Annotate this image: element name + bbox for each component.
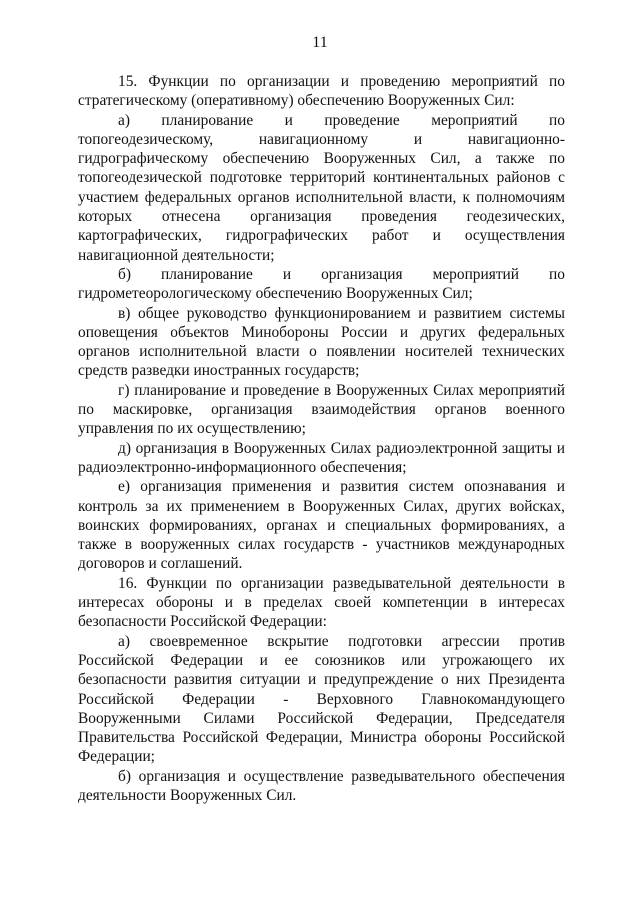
paragraph-15-e: е) организация применения и развития систем опознавания и контроль за их применением в Вооруженных Силах, других войсках, воинских формированиях, органах и специальных формированиях, а также в вооруженных силах государств - участников международных договоров и соглашений. (78, 478, 565, 573)
paragraph-15-g: г) планирование и проведение в Вооруженных Силах мероприятий по маскировке, организация взаимодействия органов военного управления по их осуществлению; (78, 381, 565, 438)
paragraph-15-b: б) планирование и организация мероприятий по гидрометеорологическому обеспечению Вооруженных Сил; (78, 265, 565, 303)
paragraph-16-b: б) организация и осуществление разведывательного обеспечения деятельности Вооруженных Сил. (78, 767, 565, 804)
page-number: 11 (312, 34, 328, 51)
paragraph-16-a: а) своевременное вскрытие подготовки агрессии против Российской Федерации и ее союзников или угрожающего их безопасности развития ситуации и предупреждение о них Президента Российской Федерации - Верховного Главнокомандующего Вооруженными Силами Российской Федерации, Председателя Правительства Российской Федерации, Министра обороны Российской Федерации; (78, 632, 565, 766)
document-body (78, 72, 565, 805)
paragraph-15-a: а) планирование и проведение мероприятий по топогеодезическому, навигационному и навигационно-гидрографическому обеспечению Вооруженных Сил, а также по топогеодезической подготовке территорий континентальных районов с участием федеральных органов исполнительной власти, к полномочиям которых отнесена организация проведения геодезических, картографических, гидрографических работ и осуществления навигационной деятельности; (78, 111, 565, 264)
paragraph-15-heading: 15. Функции по организации и проведению мероприятий по стратегическому (оперативному) обеспечению Вооруженных Сил: (78, 73, 565, 110)
paragraph-16-heading: 16. Функции по организации разведывательной деятельности в интересах обороны и в пределах своей компетенции в интересах безопасности Российской Федерации: (78, 574, 565, 631)
paragraph-15-d: д) организация в Вооруженных Силах радиоэлектронной защиты и радиоэлектронно-информационного обеспечения; (78, 439, 565, 476)
paragraph-15-v: в) общее руководство функционированием и развитием системы оповещения объектов Минобороны России и других федеральных органов исполнительной власти о появлении носителей технических средств разведки иностранных государств; (78, 304, 565, 380)
